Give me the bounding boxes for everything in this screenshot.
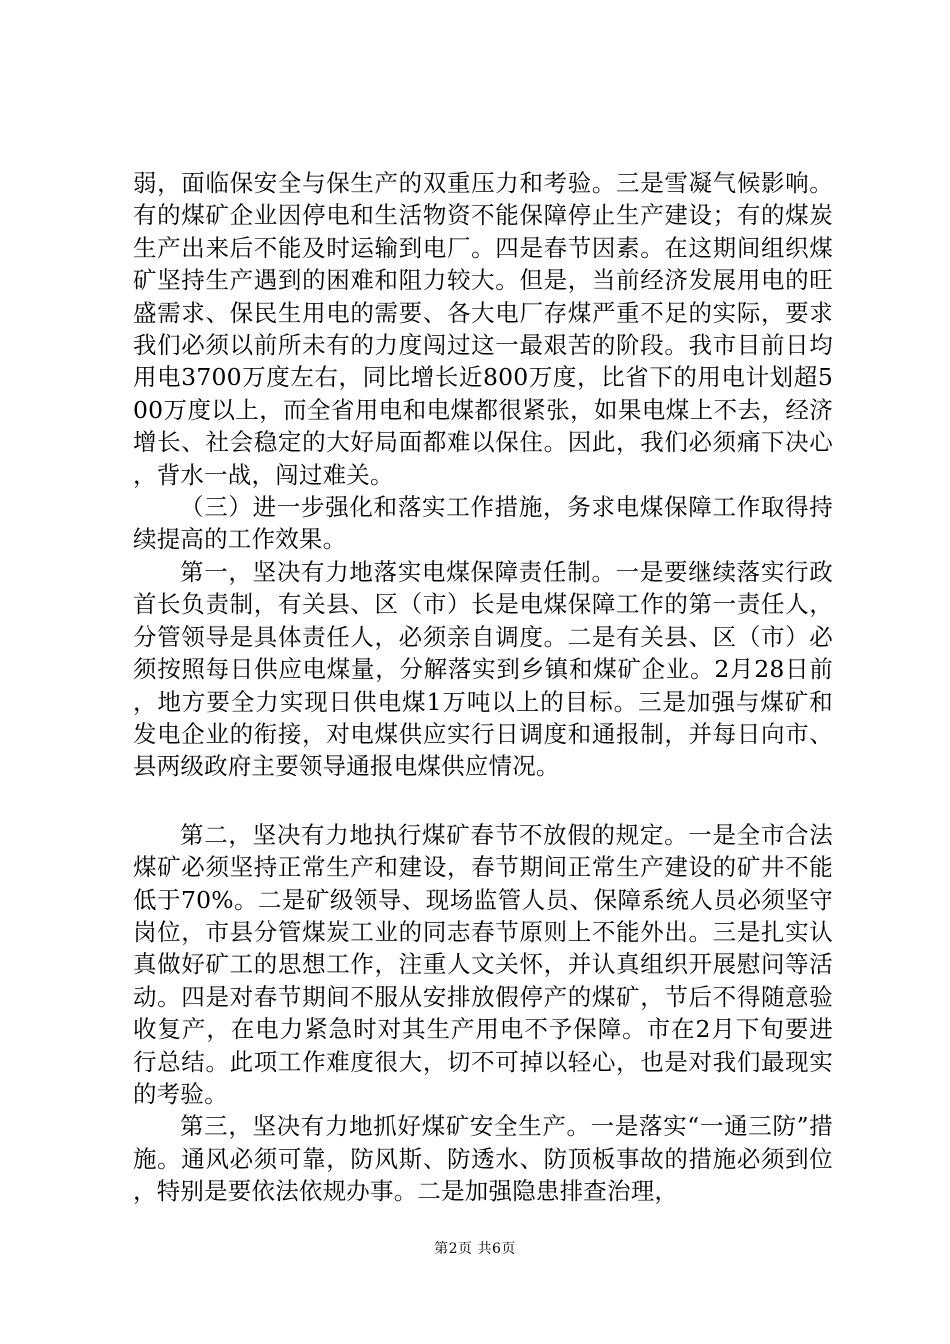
paragraph-first-measure: 第一，坚决有力地落实电煤保障责任制。一是要继续落实行政首长负责制，有关县、区（市）长是电煤保障工作的第一责任人，分管领导是具体责任人，必须亲自调度。二是有关县、区（市）必须按照每日供应电煤量，分解落实到乡镇和煤矿企业。2月28日前，地方要全力实现日供电煤1万吨以上的目标。三是加强与煤矿和发电企业的衔接，对电煤供应实行日调度和通报制，并每日向市、县两级政府主要领导通报电煤供应情况。: [133, 557, 833, 781]
paragraph-continuation: 弱，面临保安全与保生产的双重压力和考验。三是雪凝气候影响。有的煤矿企业因停电和生活物资不能保障停止生产建设；有的煤炭生产出来后不能及时运输到电厂。四是春节因素。在这期间组织煤矿坚持生产遇到的困难和阻力较大。但是，当前经济发展用电的旺盛需求、保民生用电的需要、各大电厂存煤严重不足的实际，要求我们必须以前所未有的力度闯过这一最艰苦的阶段。我市目前日均用电3700万度左右，同比增长近800万度，比省下的用电计划超500万度以上，而全省用电和电煤都很紧张，如果电煤上不去，经济增长、社会稳定的大好局面都难以保住。因此，我们必须痛下决心，背水一战，闯过难关。: [133, 169, 833, 489]
paragraph-second-measure: 第二，坚决有力地执行煤矿春节不放假的规定。一是全市合法煤矿必须坚持正常生产和建设，春节期间正常生产建设的矿井不能低于70%。二是矿级领导、现场监管人员、保障系统人员必须坚守岗位，市县分管煤炭工业的同志春节原则上不能外出。三是扎实认真做好矿工的思想工作，注重人文关怀，并认真组织开展慰问等活动。四是对春节期间不服从安排放假停产的煤矿，节后不得随意验收复产，在电力紧急时对其生产用电不予保障。市在2月下旬要进行总结。此项工作难度很大，切不可掉以轻心，也是对我们最现实的考验。: [133, 820, 833, 1108]
page-number-footer: 第2页 共6页: [434, 1241, 516, 1257]
document-body: [133, 167, 833, 1208]
section-heading-3: （三）进一步强化和落实工作措施，务求电煤保障工作取得持续提高的工作效果。: [133, 493, 833, 554]
paragraph-third-measure: 第三，坚决有力地抓好煤矿安全生产。一是落实“一通三防”措施。通风必须可靠，防风斯、防透水、防顶板事故的措施必须到位，特别是要依法依规办事。二是加强隐患排查治理，: [133, 1112, 833, 1206]
